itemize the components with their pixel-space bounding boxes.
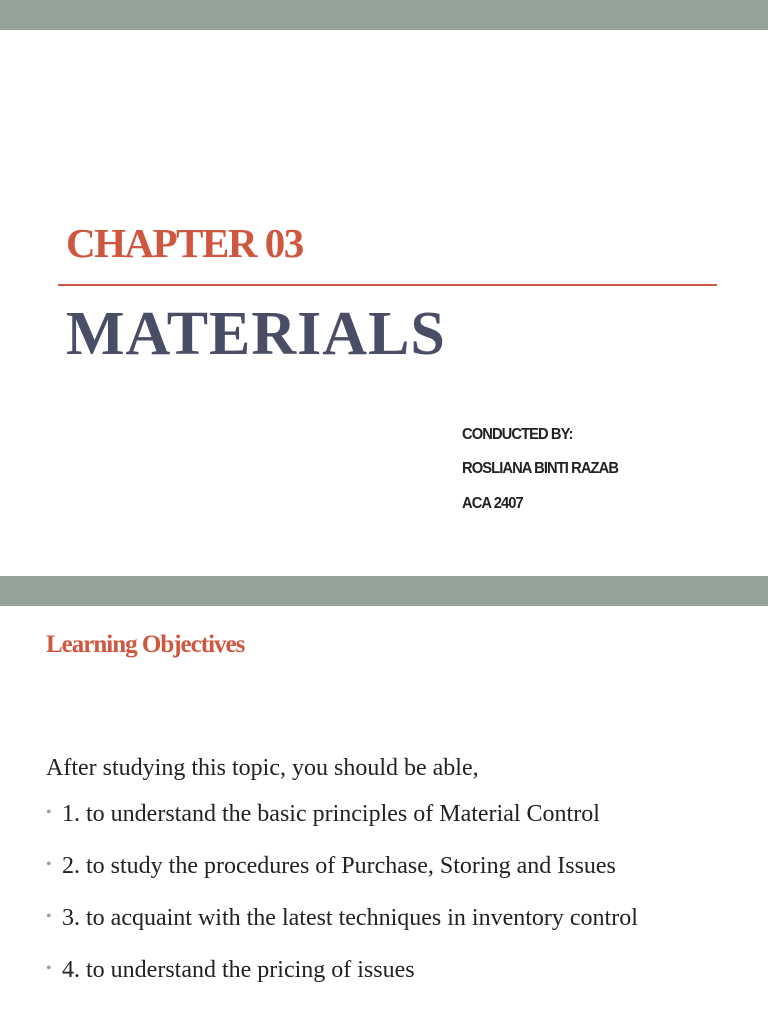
list-item xyxy=(46,958,415,982)
bullet-dot-icon: • xyxy=(46,856,52,873)
list-item xyxy=(46,854,616,878)
slide-title: MATERIALS xyxy=(66,300,446,368)
bullet-dot-icon: • xyxy=(46,960,52,977)
top-band xyxy=(0,0,768,30)
list-item xyxy=(46,802,600,826)
chapter-label: CHAPTER 03 xyxy=(66,220,303,266)
byline-label: CONDUCTED BY: xyxy=(462,426,573,443)
objectives-heading: Learning Objectives xyxy=(46,631,245,658)
objective-text: 1. to understand the basic principles of Material Control xyxy=(62,801,600,827)
byline-name: ROSLIANA BINTI RAZAB xyxy=(462,460,619,477)
objective-text: 3. to acquaint with the latest techniques in inventory control xyxy=(62,905,638,931)
list-item xyxy=(46,906,638,930)
byline-course-code: ACA 2407 xyxy=(462,495,523,512)
objectives-slide xyxy=(0,606,768,1024)
slide-separator-band xyxy=(0,576,768,606)
title-divider xyxy=(58,284,717,286)
title-slide xyxy=(0,30,768,576)
objectives-intro: After studying this topic, you should be able, xyxy=(46,755,479,781)
objective-text: 4. to understand the pricing of issues xyxy=(62,957,415,983)
bullet-dot-icon: • xyxy=(46,908,52,925)
objective-text: 2. to study the procedures of Purchase, Storing and Issues xyxy=(62,853,616,879)
bullet-dot-icon: • xyxy=(46,804,52,821)
